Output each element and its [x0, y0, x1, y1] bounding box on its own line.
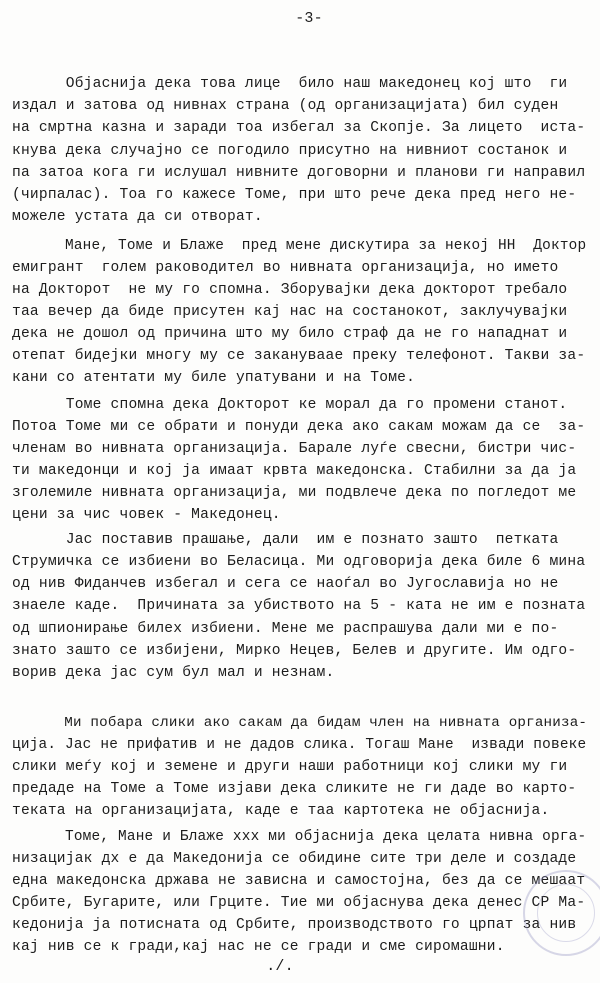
text-line: од шпионирање билех избиени. Мене ме распрашува дали ми е по- — [12, 621, 559, 637]
text-line: една македонска држава не зависна и самостојна, без да се мешаат — [12, 873, 586, 889]
text-line: ција. Јас не прифатив и не дадов слика. Тогаш Мане извади повеке — [12, 737, 587, 753]
text-line: знаеле каде. Причината за убиството на 5 - ката не им е позната — [12, 598, 586, 614]
text-line: од нив Фиданчев избегал и сега се наоѓал во Југославија но не — [12, 576, 559, 592]
text-line: можеле устата да си отворат. — [12, 209, 263, 225]
text-line: Потоа Томе ми се обрати и понуди дека ако сакам можам да се за- — [12, 419, 586, 435]
text-line: слики меѓу кој и земене и други наши работници кој слики му ги — [12, 759, 568, 775]
page-number: -3- — [295, 10, 323, 27]
text-line: Србите, Бугарите, или Грците. Тие ми објаснува дека денес СР Ма- — [12, 895, 586, 911]
text-line: цени за чис човек - Македонец. — [12, 507, 281, 523]
text-line: теката на организацијата, каде е таа картотека не објасниja. — [12, 803, 550, 819]
text-line: Јас поставив прашање, дали им е познато зашто петката — [12, 532, 559, 548]
text-line: Објасниja дека това лице било наш македонец кој што ги — [12, 76, 568, 92]
text-line: издал и затова од нивнах страна (од организацијата) бил суден — [12, 98, 559, 114]
text-line: зголемиле нивната организација, ми подвлече дека по погледот ме — [12, 485, 577, 501]
faded-stamp — [523, 870, 600, 956]
text-line: па затоа кога ги ислушал нивните договорни и планови ги направил — [12, 165, 586, 181]
text-line: ти македонци и кој ја имаат крвта македонска. Стабилни за да ја — [12, 463, 577, 479]
continuation-mark: ./. — [266, 958, 294, 975]
text-line: Томе, Мане и Блаже ххх ми објаснија дека целата нивна орга- — [12, 829, 587, 845]
text-line: Мане, Томе и Блаже пред мене дискутира за некој НН Доктор — [12, 238, 587, 254]
text-line: предаде на Томе а Томе изјави дека сликите не ги даде во карто- — [12, 781, 577, 797]
text-line: дека не дошол од причина што му било страф да не го нападнат и — [12, 326, 568, 342]
text-line: Томе спомна дека Докторот ке морал да го промени станот. — [12, 397, 568, 413]
text-line: на смртна казна и заради тоа избегал за Скопје. За лицето иста- — [12, 120, 586, 136]
text-line: отепат бидејки многу му се закануваае преку телефонот. Такви за- — [12, 348, 586, 364]
text-line: членам во нивната организација. Барале луѓе свесни, бистри чис- — [12, 441, 577, 457]
text-line: таа вечер да биде присутен кај нас на состанокот, заклучувајки — [12, 304, 568, 320]
text-line: кедонија ја потиснатa од Србите, производството го црпат за нив — [12, 917, 577, 933]
text-line: ворив дека јас сум бул мал и незнам. — [12, 665, 335, 681]
text-line: емигрант голем раководител во нивната организација, но името — [12, 260, 559, 276]
text-line: кани со атентати му биле упатувани и на Томе. — [12, 370, 416, 386]
text-line: на Докторот не му го спомна. Зборувајки дека докторот требало — [12, 282, 568, 298]
text-line: низацијак дх е да Македонија се обидине сите три деле и создаде — [12, 851, 577, 867]
text-line: Струмичка се избиени во Беласица. Ми одговорија дека биле 6 мина — [12, 554, 586, 570]
text-line: знато зашто се избијени, Мирко Нецев, Белев и другите. Им одго- — [12, 643, 577, 659]
text-line: кај нив се к гради,кај нас не се гради и сме сиромашни. — [12, 939, 505, 955]
text-line: кнува дека случајно се погодило присутно на нивниот состанок и — [12, 143, 568, 159]
text-line: Ми побара слики ако сакам да бидам член на нивната организа- — [12, 715, 588, 731]
text-line: (чирпалас). Тоа го кажесе Томе, при што рече дека пред него не- — [12, 187, 577, 203]
